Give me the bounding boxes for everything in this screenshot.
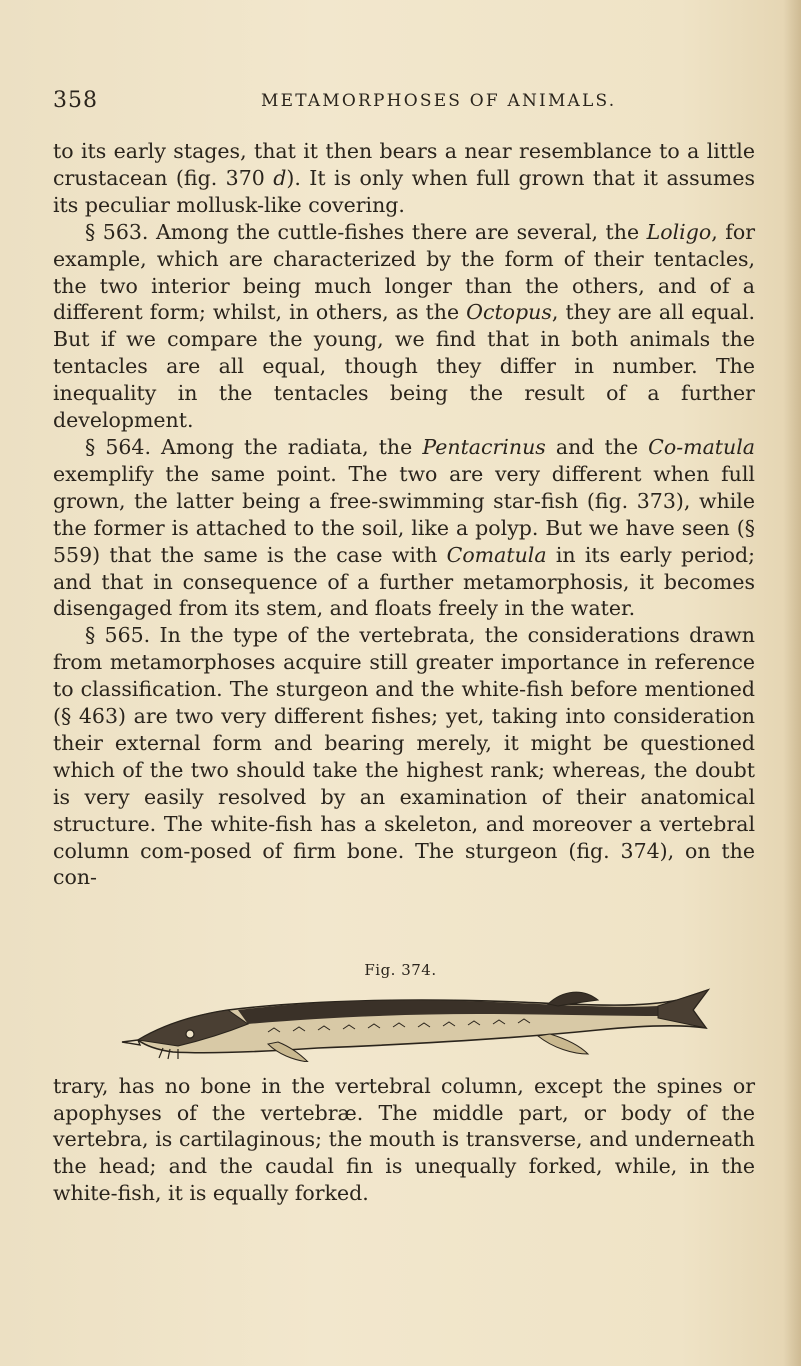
paragraph	[53, 219, 755, 434]
running-head: METAMORPHOSES OF ANIMALS.	[261, 91, 617, 111]
body-text-bottom	[53, 1073, 755, 1207]
sturgeon-ventral-fin	[538, 1034, 588, 1054]
text-run: trary, has no bone in the vertebral column, except the spines or apophyses of the vertebræ. The middle part, or body of the vertebra, is cartilaginous; the mouth is transverse, and underneath the head; and the caudal fin is unequally forked, while, in the white-fish, it is equally forked.	[53, 1074, 755, 1205]
text-run: exemplify the same point. The two are very different when full grown, the latter being a free-swimming star-fish (fig. 373), while the former is attached to the soil, like a polyp. But we have seen (§ 559) that the same is the case with	[53, 461, 755, 567]
text-run: in its early period; and that in consequence of a further metamorphosis, it becomes disengaged from its stem, and floats freely in the water.	[53, 542, 755, 621]
paragraph	[53, 622, 755, 891]
sturgeon-illustration	[118, 982, 718, 1062]
paragraph	[53, 1073, 755, 1207]
text-run: § 563. Among the cuttle-fishes there are several, the	[85, 219, 647, 244]
sturgeon-eye	[186, 1030, 194, 1038]
body-text-top	[53, 138, 755, 891]
text-run: § 564. Among the radiata, the	[85, 434, 423, 459]
italic-term: Comatula	[446, 542, 547, 567]
page-edge-shadow	[783, 0, 801, 1366]
italic-term: Co-matula	[648, 434, 756, 459]
text-run: , they are all equal. But if we compare the young, we find that in both animals the tentacles are all equal, though they differ in number. The inequality in the tentacles being the result of a further development.	[53, 300, 755, 433]
figure-caption: Fig. 374.	[364, 961, 437, 979]
text-run: ). It is only when full grown that it assumes its peculiar mollusk-like covering.	[53, 165, 755, 217]
text-run: to its early stages, that it then bears a near resemblance to a little crustacean (fig. 370	[53, 139, 755, 190]
text-run: § 565. In the type of the vertebrata, the considerations drawn from metamorphoses acquire still greater importance in reference to classification. The sturgeon and the white-fish before mentioned (§ 463) are two very different fishes; yet, taking into consideration their external form and bearing merely, it might be questioned which of the two should take the highest rank; whereas, the doubt is very easily resolved by an examination of their anatomical structure. The white-fish has a skeleton, and moreover a vertebral column com-posed of firm bone. The sturgeon (fig. 374), on the con-	[53, 623, 755, 890]
italic-term: Loligo	[646, 219, 712, 244]
page-number: 358	[53, 88, 98, 113]
paragraph	[53, 434, 755, 622]
sturgeon-dorsal-fin	[548, 992, 598, 1006]
italic-term: d	[273, 165, 287, 190]
text-run: and the	[545, 434, 649, 459]
page-header	[53, 88, 753, 118]
italic-term: Pentacrinus	[422, 434, 546, 459]
sturgeon-snout	[122, 1040, 140, 1045]
italic-term: Octopus	[466, 300, 552, 325]
paragraph	[53, 138, 755, 219]
text-run: , for example, which are characterized by the form of their tentacles, the two interior being much longer than the others, and of a different form; whilst, in others, as the	[53, 219, 755, 325]
